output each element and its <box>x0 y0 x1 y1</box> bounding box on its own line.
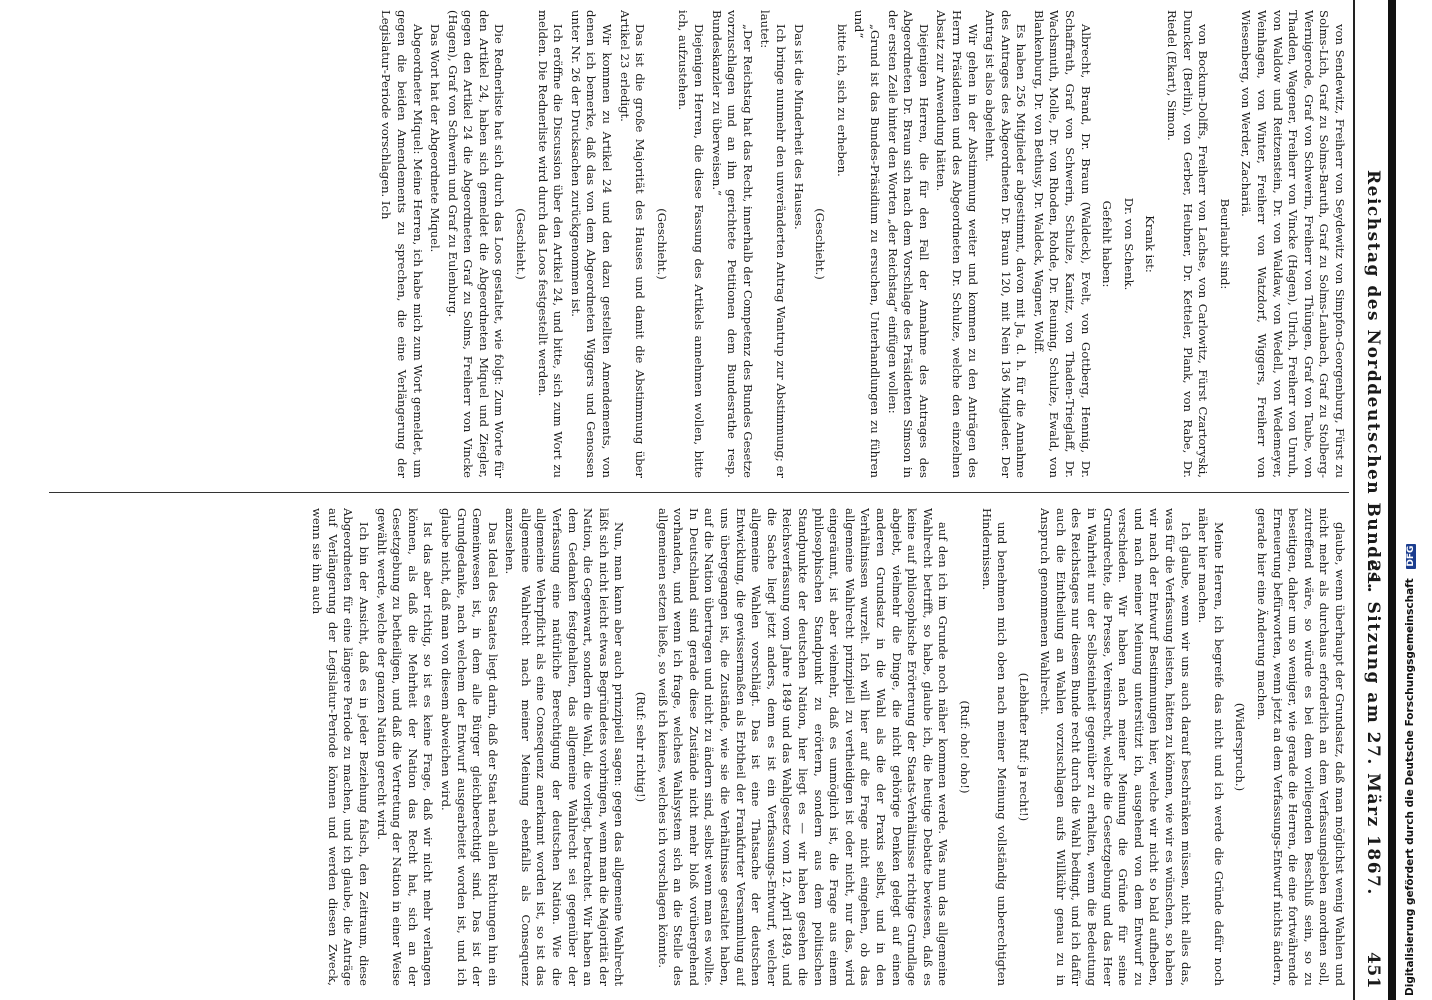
section-heading: Gefehlt haben: <box>1100 200 1115 288</box>
text-column-right <box>47 508 1347 986</box>
section-heading: (Geschieht.) <box>514 208 529 280</box>
section-heading: (Ruf: sehr richtig!) <box>634 691 649 803</box>
paragraph: Albrecht, Brand, Dr. Braun (Waldeck), Evelt, von Gottberg, Hennig, Dr. Schaffrath, Graf von Schwerin, Schulze, Kanitz, von Thaden-Trieglaff, Dr. Wachsmuth, Molle, Dr. von Rhoden, Rohde, Dr. Reuning, Schulze, Ewald, von Blankenburg, Dr. von Bethusy, Dr. Waldeck, Wagner, Wolff. <box>1031 10 1093 478</box>
section-heading: (Widerspruch.) <box>1233 702 1248 792</box>
column-divider <box>49 492 1349 493</box>
paragraph: Nun, man kann aber auch prinzipiell sagen: gegen das allgemeine Wahlrecht läßt sich nicht leicht etwas Begründetes vorbringen, wenn man die Majorität der Nation, die Gegenwart, sondern die Wahl, die vorliegt, betrachtet. Wir haben an dem Gedanken festgehalten, das allgemeine Wahlrecht sei gegenüber der Verfassung eine natürliche Berechtigung der deutschen Nation. Wie die allgemeine Wehrpflicht als eine Consequenz anerkannt worden ist, so ist das allgemeine Wahlrecht nach meiner Meinung ebenfalls als Consequenz anzusehen. <box>503 508 627 986</box>
header-right-title: 21. Sitzung am 27. März 1867. <box>1363 560 1383 896</box>
paragraph: Diejenigen Herren, die diese Fassung des Artikels annehmen wollen, bitte ich, aufzustehen. <box>676 10 707 478</box>
section-heading: (Geschieht.) <box>813 208 828 280</box>
paragraph: Ich bin der Ansicht, daß es in jeder Beziehung falsch, den Zeitraum, diese Abgeordneten für eine längere Periode zu machen, und ich glaube, die Anträge auf Verlängerung der Legislatur-Periode können und werden diesen Zweck, wenn sie ihn auch <box>310 508 371 986</box>
paragraph: „Der Reichstag hat das Recht, innerhalb der Competenz des Bundes Gesetze vorzuschlagen und an ihn gerichtete Petitionen dem Bundesrathe resp. Bundeskanzler zu überweisen.“ <box>709 10 755 478</box>
paragraph: auf den ich im Grunde noch näher kommen werde. Was nun das allgemeine Wahlrecht betrifft, so habe, glaube ich, die heutige Debatte bewiesen, daß es keine auf philosophische Erörterung der Staats-Verhältnisse richtige Grundlage abgiebt, vielmehr die Dinge, die nicht gehörige Denken gelegt auf einen anderen Grundsatz in die Wahl als die der Praxis selbst, und in den Verhältnissen wurzelt. Ich will hier auf die Frage nicht eingehen, ob das allgemeine Wahlrecht prinzipiell zu vertheidigen ist oder nicht, nur das, wird eingeräumt, ist aber vielmehr, daß es unmöglich ist, die Frage aus einem philosophischen Standpunkt zu erörtern, sondern aus dem politischen Standpunkte der deutschen Nation, hier liegt es — wir haben gesehen die Reichsverfassung vom Jahre 1849 und das Wahlgesetz vom 12. April 1849, und die Sache liegt jetzt anders, denn es ist ein Verfassungs-Entwurf, welcher allgemeine Wahlen vorschlägt. Das ist eine Thatsache der deutschen Entwicklung, die gewissermaßen als Erbtheil der Frankfurter Versammlung auf uns übergegangen ist, die Zustände, wie sie die Verhältnisse gestaltet haben, auf die Nation übertragen und nicht zu ändern sind, selbst wenn man es wollte. In Deutschland sind gerade diese Zustände nicht mehr bloß vorübergehend vorhanden, und wenn ich frage, welches Wahlsystem sich an die Stelle des allgemeinen setzen ließe, so weiß ich keines, welches ich vorschlagen könnte. <box>655 508 951 986</box>
paragraph: von Sendewitz, Freiherr von Seydewitz von Simpfon-Georgenburg, Fürst zu Solms-Lich, Graf zu Solms-Baruth, Graf zu Solms-Laubach, Graf zu Stolberg-Wernigerode, Graf von Schwerin, Freiherr von Thüngen, Graf von Taube, von Thadden, Wagener, Freiherr von Vincke (Hagen), Ulrich, Freiherr von Unruh, von Waldow und Reitzenstein, Dr. von Waldaw, von Wedell, von Wedemeyer, Weinhagen, von Winter, Freiherr von Watzdorf, Wiggers, Freiherr von Wiesenberg, von Werder, Zachariä. <box>1239 10 1347 478</box>
scan-edge-shadow <box>1388 0 1396 1000</box>
paragraph: Das Ideal des Staates liegt darin, daß der Staat nach allen Richtungen hin ein Gemeinwesen ist, in dem alle Bürger gleichberechtigt sind. Das ist der Grundgedanke, nach welchem der Entwurf ausgearbeitet worden ist, und ich glaube nicht, daß man von diesem abweichen wird. <box>438 508 500 986</box>
paragraph: Die Rednerliste hat sich durch das Loos gestaltet, wie folgt: Zum Worte für den Artikel 24, haben sich gemeldet die Abgeordneten Miquel und Ziegler, gegen den Artikel 24 die Abgeordneten Graf zu Solms, Freiherr von Vincke (Hagen), Graf von Schwerin und Graf zu Eulenburg. <box>445 10 507 478</box>
dfg-logo: DFG <box>1406 545 1416 567</box>
paragraph: Wir gehen in der Abstimmung weiter und kommen zu den Anträgen des Herrn Präsidenten und des Abgeordneten Dr. Schulze, welche den einzelnen Absatz zur Anwendung hätten. <box>934 10 980 478</box>
paragraph: Es haben 256 Mitglieder abgestimmt, davon mit Ja, d. h. für die Annahme des Antrages des Abgeordneten Dr. Braun 120, mit Nein 136 Mitglieder. Der Antrag ist also abgelehnt. <box>983 10 1029 478</box>
paragraph: Wir kommen zu Artikel 24 und den dazu gestellten Amendements, von denen ich bemerke, daß das von dem Abgeordneten Wiggers und Genossen unter Nr. 26 der Drucksachen zurückgenommen ist. <box>568 10 615 478</box>
digitization-credit <box>1404 0 1416 996</box>
page-header <box>1355 0 1389 1000</box>
section-heading: Dr. von Schenk. <box>1121 197 1136 291</box>
paragraph: Ist das aber richtig, so ist es keine Frage, daß wir nicht mehr verlangen können, als daß die Mehrheit der Nation das Recht hat, sich an der Gesetzgebung zu betheiligen, und daß die Vertretung der Nation in einer Weise gewählt werde, welche der ganzen Nation gerecht wird. <box>374 508 436 986</box>
paragraph: Das ist die Minderheit des Hauses. <box>791 24 806 230</box>
paragraph: Abgeordneter Miquel: Meine Herren, ich habe mich zum Wort gemeldet, um gegen die beiden Amendements zu sprechen, die eine Verlängerung der Legislatur-Periode vorschlagen. Ich <box>379 10 425 478</box>
paragraph: Meine Herren, ich begreife das nicht und ich werde die Gründe dafür noch näher hier machen. <box>1196 508 1226 986</box>
paragraph: „Grund ist das Bundes-Präsidium zu ersuchen, Unterhandlungen zu führen und“ <box>852 10 882 478</box>
digitization-credit-text: Digitalisierung gefördert durch die Deutsche Forschungsgemeinschaft <box>1404 578 1416 996</box>
section-heading: Krank ist: <box>1143 215 1158 273</box>
section-heading: Beurlaubt sind: <box>1217 198 1232 290</box>
section-heading: (Ruf: oho! oho!) <box>957 700 972 794</box>
text-column-left <box>47 10 1347 478</box>
paragraph: Das Wort hat der Abgeordnete Miquel. <box>428 24 443 253</box>
paragraph: von Bockum-Dolffs, Freiherr von Lachse, von Carlowitz, Fürst Czartoryski, Duncker (Berlin), von Gerber, Heubner, Dr. Ketteler, Plank, von Rabe, Dr. Riedel (Ekart), Simon. <box>1165 10 1211 478</box>
section-heading: (Lebhafter Ruf: ja recht!) <box>1016 672 1031 822</box>
paragraph: und benehmen mich oben nach meiner Meinung vollständig unberechtigten Hindernissen. <box>979 508 1010 986</box>
header-left-title: Reichstag des Norddeutschen Bundes. <box>1363 170 1383 591</box>
section-heading: (Geschieht.) <box>654 208 669 280</box>
paragraph: Diejenigen Herren, die für den Fall der Annahme des Antrages des Abgeordneten Dr. Braun sich nach dem Vorschlage des Präsidenten Simson in der ersten Zeile hinter den Worten „der Reichstag“ einfügen wollen: <box>885 10 931 478</box>
paragraph: Ich bringe nunmehr den unveränderten Antrag Wantrup zur Abstimmung; er lautet: <box>758 10 788 478</box>
page-number: 451 <box>1363 952 1383 989</box>
paragraph: glaube, wenn überhaupt der Grundsatz, daß man möglichst wenig Wahlen und nicht mehr als durchaus erforderlich an dem Verfassungsleben anordnen soll, zutreffend wäre, so würde es bei dem vorliegenden Beschluß sein, so zu beseitigen, daher um so weniger, wie gerade die Herren, die eine fortwährende Erneuerung befürworten, wenn jetzt an dem Verfassungs-Entwurf nichts ändern, gerade hier eine Änderung machen. <box>1255 508 1347 986</box>
paragraph: Ich eröffne die Discussion über den Artikel 24, und bitte, sich zum Wort zu melden. Die Rednerliste wird durch das Loos festgestellt werden. <box>535 10 566 478</box>
paragraph: Das ist die große Majorität des Hauses und damit die Abstimmung über Artikel 23 erledigt. <box>617 10 648 478</box>
paragraph: Ich glaube, wenn wir uns auch darauf beschränken müssen, nicht alles das, was für die Verfassung leisten, hätten zu können, wie wir es wünschen, so haben wir nach der Entwurf Bestimmungen hier, welche wir nicht so bald aufheben, und nach meiner Meinung unterstützt ich, ausgehend von dem Entwurf zu verschieden. Wir haben nach meiner Meinung die Gründe für seine Grundrechte, die Presse, Vereinsrecht, welche die Gesetzgebung und das Heer in Wahrheit nur der Selbsteinheit gegenüber zu erhalten, wenn die Bedeutung des Reichstages nur diesem Bunde recht durch die Wahl bedingt, und ich dafür auch die Eintheilung an Wahlen vorzuschlagen aufs Willkühr genau zu in Anspruch genommenen Wahlrecht. <box>1038 508 1193 986</box>
header-rule <box>1353 0 1355 1000</box>
paragraph: bitte ich, sich zu erheben. <box>834 24 849 177</box>
